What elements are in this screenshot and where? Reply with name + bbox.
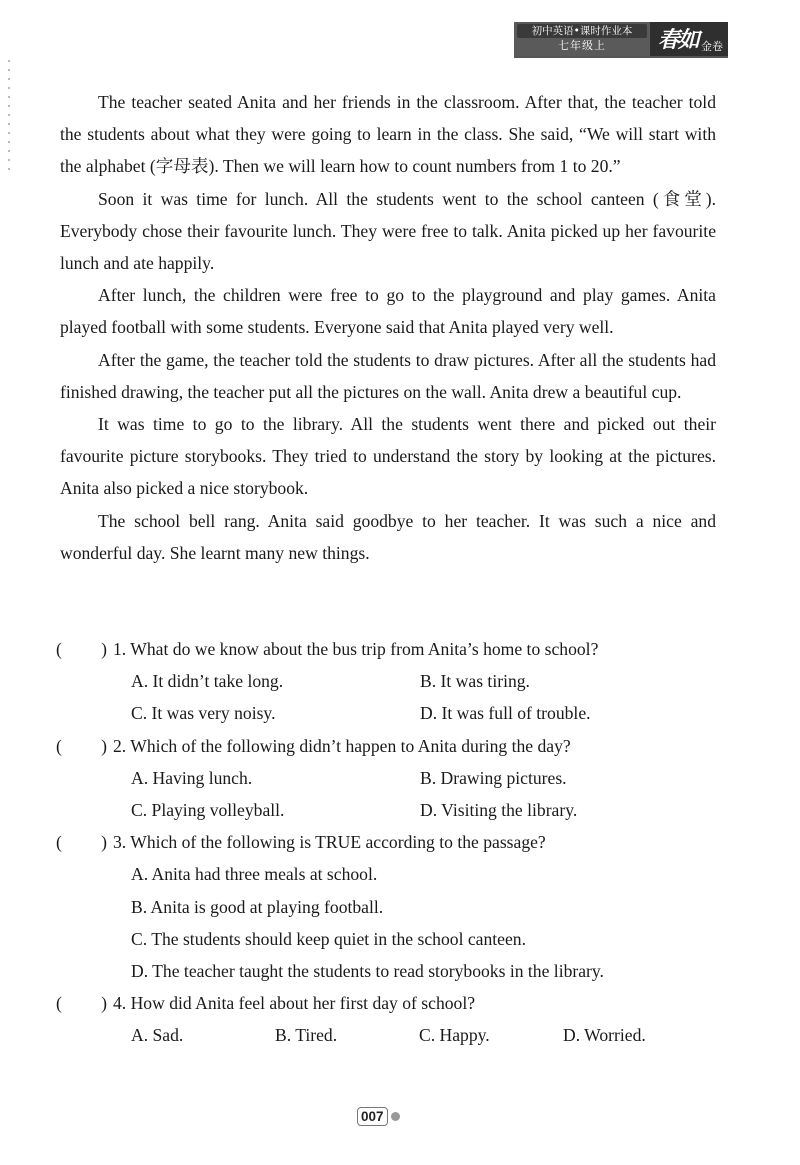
passage-paragraph: After the game, the teacher told the students to draw pictures. After all the students had finished drawing, the teacher put all the pictures on the wall. Anita drew a beautiful cup. — [60, 349, 716, 402]
option-c: C. It was very noisy. — [131, 703, 276, 724]
passage-paragraph: The school bell rang. Anita said goodbye to her teacher. It was such a nice and wonderful day. She learnt many new things. — [60, 510, 716, 563]
option-c: C. Playing volleyball. — [131, 799, 285, 820]
option-a: A. It didn’t take long. — [131, 671, 284, 692]
option-b: B. Anita is good at playing football. — [131, 896, 384, 917]
question-3 — [56, 826, 716, 987]
option-c: C. The students should keep quiet in the school canteen. — [131, 928, 526, 949]
question-stem: 1. What do we know about the bus trip from Anita’s home to school? — [113, 639, 599, 659]
passage-paragraph: It was time to go to the library. All the students went there and picked out their favourite picture storybooks. They tried to understand the story by looking at the pictures. Anita also picked a nice storybook. — [60, 414, 716, 499]
option-a: A. Sad. — [131, 1025, 184, 1046]
option-row — [56, 858, 716, 890]
question-stem-row — [56, 987, 716, 1019]
option-d: D. It was full of trouble. — [420, 703, 591, 724]
passage-paragraph: After lunch, the children were free to go to the playground and play games. Anita played football with some students. Everyone said that Anita played very well. — [60, 285, 716, 338]
answer-blank[interactable] — [56, 987, 113, 1019]
question-stem-row — [56, 633, 716, 665]
paren-close: ) — [101, 832, 107, 853]
option-a: A. Anita had three meals at school. — [131, 864, 378, 885]
logo-mark: 春如 — [658, 27, 699, 53]
answer-blank[interactable] — [56, 826, 113, 858]
option-row — [56, 697, 716, 729]
paren-close: ) — [101, 735, 107, 756]
option-b: B. Drawing pictures. — [420, 767, 567, 788]
passage-paragraph: The teacher seated Anita and her friends in the classroom. After that, the teacher told the students about what they were going to learn in the class. She said, “We will start with the alphabet (字母表). Then we will learn how to count numbers from 1 to 20.” — [60, 92, 716, 177]
option-row — [56, 955, 716, 987]
question-list — [56, 633, 716, 1051]
passage-paragraph: Soon it was time for lunch. All the students went to the school canteen (食堂). Everybody chose their favourite lunch. They were free to talk. Anita picked up her favourite lunch and ate happily. — [60, 188, 716, 274]
option-row — [56, 1019, 716, 1051]
brand-logo — [650, 22, 728, 56]
logo-subtitle: 金卷 — [701, 40, 723, 53]
paren-open: ( — [56, 993, 62, 1014]
option-d: D. The teacher taught the students to read storybooks in the library. — [131, 960, 604, 981]
question-1 — [56, 633, 716, 730]
question-stem: 2. Which of the following didn’t happen to Anita during the day? — [113, 735, 571, 756]
header-title-block — [514, 22, 650, 56]
option-row — [56, 923, 716, 955]
question-2 — [56, 730, 716, 827]
option-row — [56, 891, 716, 923]
option-row — [56, 665, 716, 697]
page-dot-icon — [391, 1112, 400, 1121]
option-c: C. Happy. — [419, 1025, 490, 1046]
margin-dots — [8, 60, 10, 170]
series-title: 初中英语•课时作业本 — [517, 24, 647, 38]
paren-close: ) — [101, 993, 107, 1014]
page-number-label: 007 — [357, 1107, 388, 1126]
option-row — [56, 762, 716, 794]
option-b: B. It was tiring. — [420, 671, 530, 692]
option-d: D. Worried. — [563, 1025, 646, 1046]
paren-open: ( — [56, 639, 62, 659]
page-number — [357, 1106, 413, 1126]
header-rule — [514, 56, 728, 58]
paren-open: ( — [56, 832, 62, 853]
option-b: B. Tired. — [275, 1025, 338, 1046]
option-a: A. Having lunch. — [131, 767, 253, 788]
grade-label: 七年级上 — [558, 39, 606, 52]
paren-close: ) — [101, 639, 107, 659]
question-stem: 4. How did Anita feel about her first day of school? — [113, 993, 476, 1014]
option-row — [56, 794, 716, 826]
paren-open: ( — [56, 735, 62, 756]
answer-blank[interactable] — [56, 633, 113, 665]
question-stem-row — [56, 730, 716, 762]
book-header — [514, 22, 728, 56]
question-stem: 3. Which of the following is TRUE according to the passage? — [113, 832, 546, 853]
answer-blank[interactable] — [56, 730, 113, 762]
reading-passage — [60, 86, 716, 569]
question-4 — [56, 987, 716, 1051]
option-d: D. Visiting the library. — [420, 799, 578, 820]
question-stem-row — [56, 826, 716, 858]
